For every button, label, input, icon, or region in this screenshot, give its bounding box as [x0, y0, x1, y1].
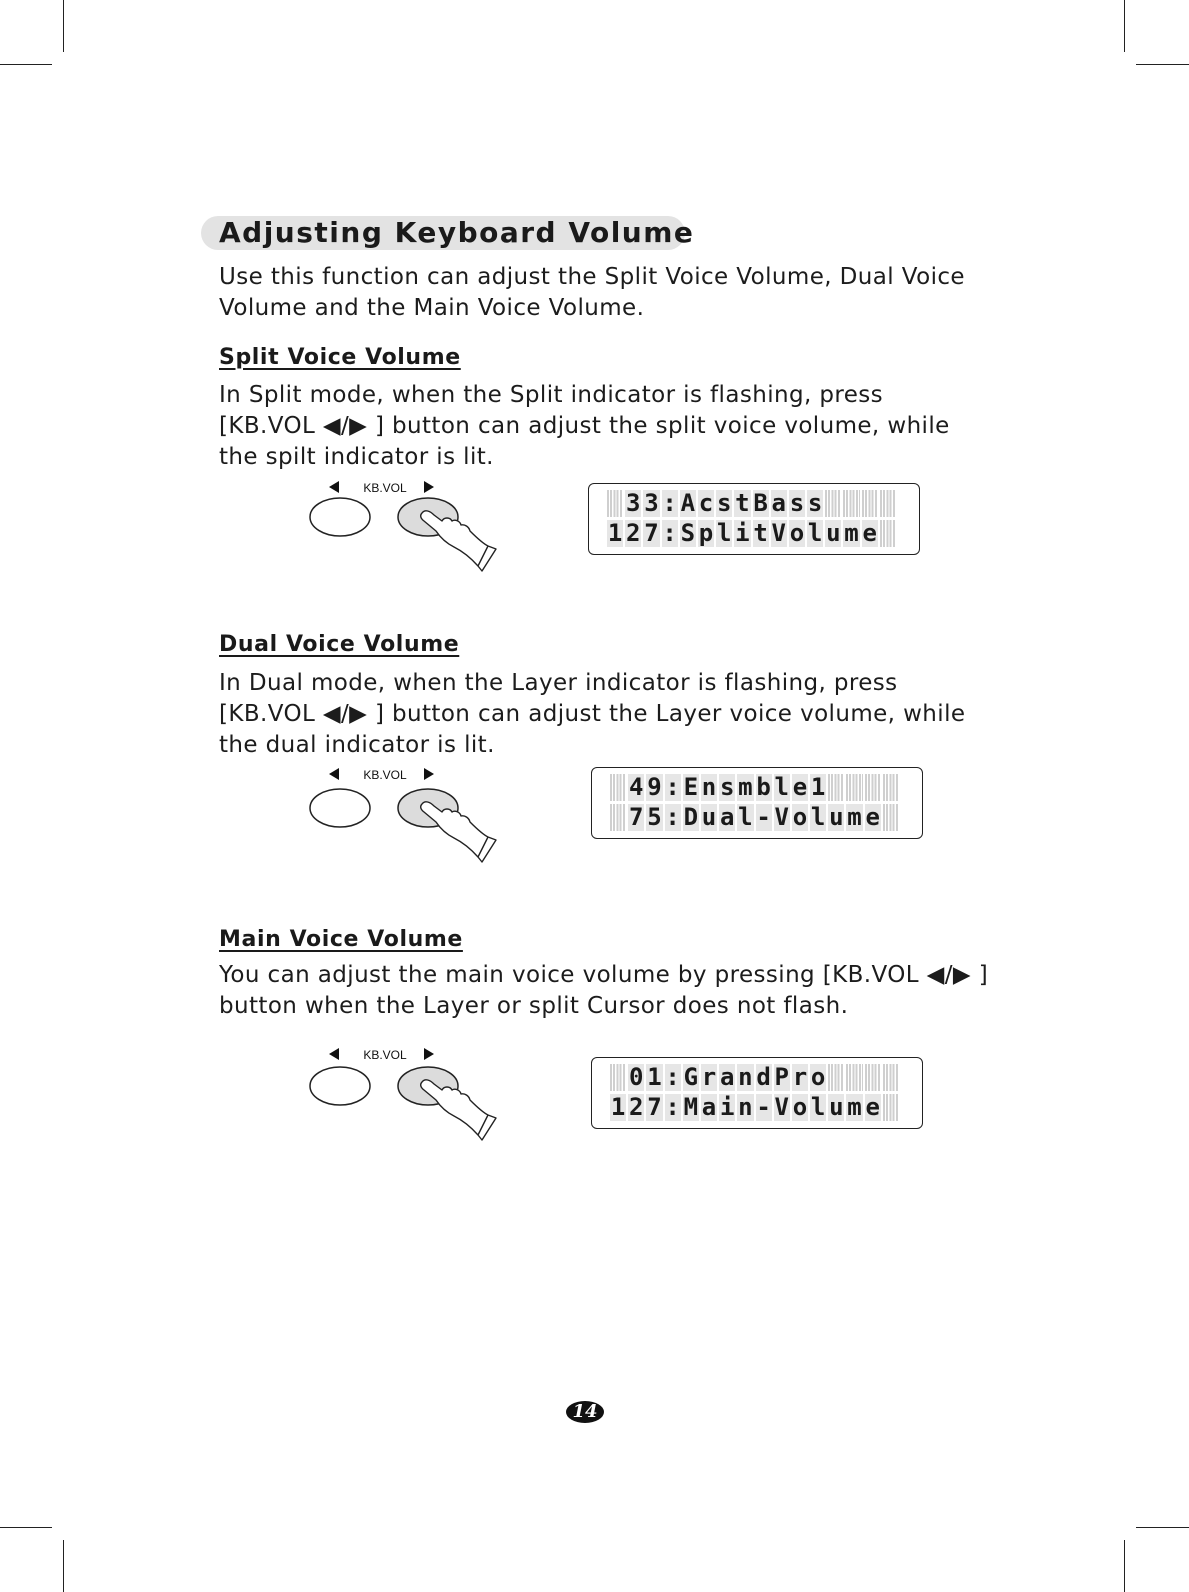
main-voice-heading: Main Voice Volume — [219, 927, 463, 952]
lcd-char-cell: e — [865, 1094, 880, 1121]
lcd-char-cell: 7 — [647, 1094, 662, 1121]
lcd-char-cell: r — [701, 1064, 717, 1091]
lcd-char-cell: u — [829, 1094, 844, 1121]
left-arrow-icon — [329, 481, 339, 493]
kb-vol-label: KB.VOL — [363, 1048, 407, 1062]
crop-mark — [63, 0, 64, 52]
lcd-char-cell: n — [701, 774, 717, 801]
lcd-char-cell: S — [680, 520, 696, 547]
lcd-char-cell — [843, 490, 859, 517]
lcd-char-cell: b — [756, 774, 771, 801]
crop-mark — [1136, 64, 1189, 65]
lcd-char-cell: a — [701, 1094, 717, 1121]
lcd-char-cell — [846, 774, 862, 801]
lcd-char-cell: e — [792, 774, 808, 801]
lcd-char-cell: D — [683, 804, 699, 831]
lcd-char-cell: n — [738, 1064, 753, 1091]
kb-vol-buttons — [310, 1048, 510, 1148]
lcd-char-cell: 4 — [629, 774, 644, 801]
page-title: Adjusting Keyboard Volume — [219, 216, 695, 249]
lcd-char-cell — [883, 1094, 899, 1121]
lcd-char-cell: m — [847, 1094, 862, 1121]
lcd-line-1 — [607, 490, 896, 517]
lcd-char-cell: 2 — [626, 520, 641, 547]
lcd-line-1 — [610, 1064, 899, 1091]
lcd-char-cell: d — [756, 1064, 771, 1091]
lcd-char-cell — [880, 520, 896, 547]
lcd-char-cell: u — [701, 804, 717, 831]
lcd-char-cell: i — [719, 1094, 735, 1121]
kb-vol-label: KB.VOL — [363, 481, 407, 495]
lcd-char-cell: 2 — [629, 1094, 644, 1121]
lcd-display — [591, 1057, 923, 1129]
dual-voice-text — [219, 668, 1019, 761]
lcd-char-cell: 5 — [647, 804, 662, 831]
lcd-char-cell: B — [753, 490, 768, 517]
lcd-char-cell: : — [665, 1064, 680, 1091]
text-line: [KB.VOL ◀/▶ ] button can adjust the Layer voice volume, while — [219, 701, 966, 727]
crop-mark — [1124, 0, 1125, 52]
lcd-char-cell — [883, 804, 899, 831]
lcd-char-cell: o — [792, 804, 808, 831]
crop-mark — [1124, 1540, 1125, 1592]
lcd-line-2 — [610, 804, 899, 831]
lcd-display — [591, 767, 923, 839]
crop-mark — [63, 1540, 64, 1592]
lcd-char-cell: p — [698, 520, 714, 547]
lcd-char-cell: o — [792, 1094, 808, 1121]
lcd-char-cell: i — [735, 520, 750, 547]
lcd-char-cell: : — [662, 490, 677, 517]
lcd-char-cell: l — [810, 1094, 826, 1121]
lcd-char-cell: l — [810, 804, 826, 831]
kb-vol-label: KB.VOL — [363, 768, 407, 782]
lcd-char-cell: u — [826, 520, 841, 547]
crop-mark — [1136, 1527, 1189, 1528]
lcd-char-cell: s — [716, 490, 732, 517]
kb-vol-diagram — [310, 1048, 510, 1148]
text-line: the dual indicator is lit. — [219, 732, 495, 758]
lcd-char-cell: 1 — [610, 1094, 626, 1121]
lcd-char-cell: : — [665, 804, 680, 831]
lcd-char-cell: s — [789, 490, 805, 517]
lcd-char-cell: : — [662, 520, 677, 547]
lcd-char-cell: l — [807, 520, 823, 547]
kb-vol-down-button — [310, 498, 370, 536]
lcd-char-cell — [883, 774, 899, 801]
lcd-char-cell — [862, 490, 878, 517]
lcd-char-cell — [828, 774, 844, 801]
lcd-char-cell: 9 — [647, 774, 662, 801]
lcd-char-cell: t — [753, 520, 768, 547]
lcd-char-cell: n — [738, 1094, 753, 1121]
lcd-char-cell: M — [683, 1094, 699, 1121]
right-arrow-icon — [424, 1048, 434, 1060]
lcd-char-cell: V — [774, 1094, 789, 1121]
lcd-char-cell: a — [719, 1064, 735, 1091]
lcd-char-cell: m — [844, 520, 859, 547]
right-arrow-icon — [424, 768, 434, 780]
lcd-char-cell: - — [756, 804, 771, 831]
lcd-char-cell: 0 — [629, 1064, 644, 1091]
lcd-char-cell: 7 — [644, 520, 659, 547]
lcd-char-cell: V — [771, 520, 786, 547]
lcd-char-cell — [846, 1064, 862, 1091]
lcd-char-cell — [865, 774, 881, 801]
lcd-char-cell — [825, 490, 841, 517]
lcd-char-cell: u — [829, 804, 844, 831]
lcd-char-cell: l — [738, 804, 753, 831]
intro-line: Volume and the Main Voice Volume. — [219, 295, 645, 321]
lcd-char-cell: 1 — [810, 774, 826, 801]
text-line: In Dual mode, when the Layer indicator is flashing, press — [219, 670, 898, 696]
lcd-char-cell — [610, 804, 626, 831]
intro-line: Use this function can adjust the Split Voice Volume, Dual Voice — [219, 264, 965, 290]
lcd-char-cell: 1 — [647, 1064, 662, 1091]
lcd-char-cell: e — [862, 520, 877, 547]
lcd-char-cell: c — [698, 490, 714, 517]
lcd-char-cell: a — [771, 490, 786, 517]
lcd-char-cell: : — [665, 774, 680, 801]
lcd-char-cell: s — [719, 774, 735, 801]
text-line: button when the Layer or split Cursor does not flash. — [219, 993, 849, 1019]
lcd-char-cell: l — [716, 520, 732, 547]
kb-vol-down-button — [310, 789, 370, 827]
text-line: the spilt indicator is lit. — [219, 444, 494, 470]
text-line: [KB.VOL ◀/▶ ] button can adjust the split voice volume, while — [219, 413, 950, 439]
lcd-char-cell: o — [789, 520, 805, 547]
intro-text — [219, 262, 1019, 324]
kb-vol-diagram — [310, 481, 510, 581]
lcd-char-cell: 7 — [629, 804, 644, 831]
lcd-char-cell: E — [683, 774, 699, 801]
main-voice-text — [219, 960, 1019, 1022]
lcd-char-cell: 1 — [607, 520, 623, 547]
lcd-char-cell: t — [735, 490, 750, 517]
crop-mark — [0, 1527, 52, 1528]
lcd-char-cell — [880, 490, 896, 517]
lcd-char-cell — [610, 1064, 626, 1091]
kb-vol-diagram — [310, 768, 510, 868]
kb-vol-down-button — [310, 1067, 370, 1105]
lcd-char-cell: - — [756, 1094, 771, 1121]
lcd-char-cell — [828, 1064, 844, 1091]
kb-vol-buttons — [310, 768, 510, 868]
lcd-char-cell: o — [810, 1064, 826, 1091]
lcd-char-cell: P — [774, 1064, 789, 1091]
lcd-char-cell: m — [738, 774, 753, 801]
lcd-char-cell: r — [792, 1064, 808, 1091]
lcd-char-cell — [607, 490, 623, 517]
lcd-char-cell — [883, 1064, 899, 1091]
text-line: In Split mode, when the Split indicator is flashing, press — [219, 382, 884, 408]
lcd-line-2 — [607, 520, 896, 547]
lcd-char-cell: 3 — [626, 490, 641, 517]
lcd-char-cell: s — [807, 490, 823, 517]
lcd-char-cell: m — [847, 804, 862, 831]
lcd-display — [588, 483, 920, 555]
split-voice-text — [219, 380, 1019, 473]
lcd-char-cell — [865, 1064, 881, 1091]
dual-voice-heading: Dual Voice Volume — [219, 632, 460, 657]
lcd-line-2 — [610, 1094, 899, 1121]
lcd-char-cell: A — [680, 490, 696, 517]
lcd-line-1 — [610, 774, 899, 801]
lcd-char-cell: : — [665, 1094, 680, 1121]
lcd-char-cell: G — [683, 1064, 699, 1091]
lcd-char-cell — [610, 774, 626, 801]
left-arrow-icon — [329, 768, 339, 780]
right-arrow-icon — [424, 481, 434, 493]
split-voice-heading: Split Voice Volume — [219, 345, 461, 370]
lcd-char-cell: a — [719, 804, 735, 831]
text-line: You can adjust the main voice volume by pressing [KB.VOL ◀/▶ ] — [219, 962, 989, 988]
lcd-char-cell: l — [774, 774, 789, 801]
page-number: 14 — [566, 1401, 604, 1423]
left-arrow-icon — [329, 1048, 339, 1060]
lcd-char-cell: 3 — [644, 490, 659, 517]
lcd-char-cell: e — [865, 804, 880, 831]
kb-vol-buttons — [310, 481, 510, 581]
lcd-char-cell: V — [774, 804, 789, 831]
crop-mark — [0, 64, 52, 65]
